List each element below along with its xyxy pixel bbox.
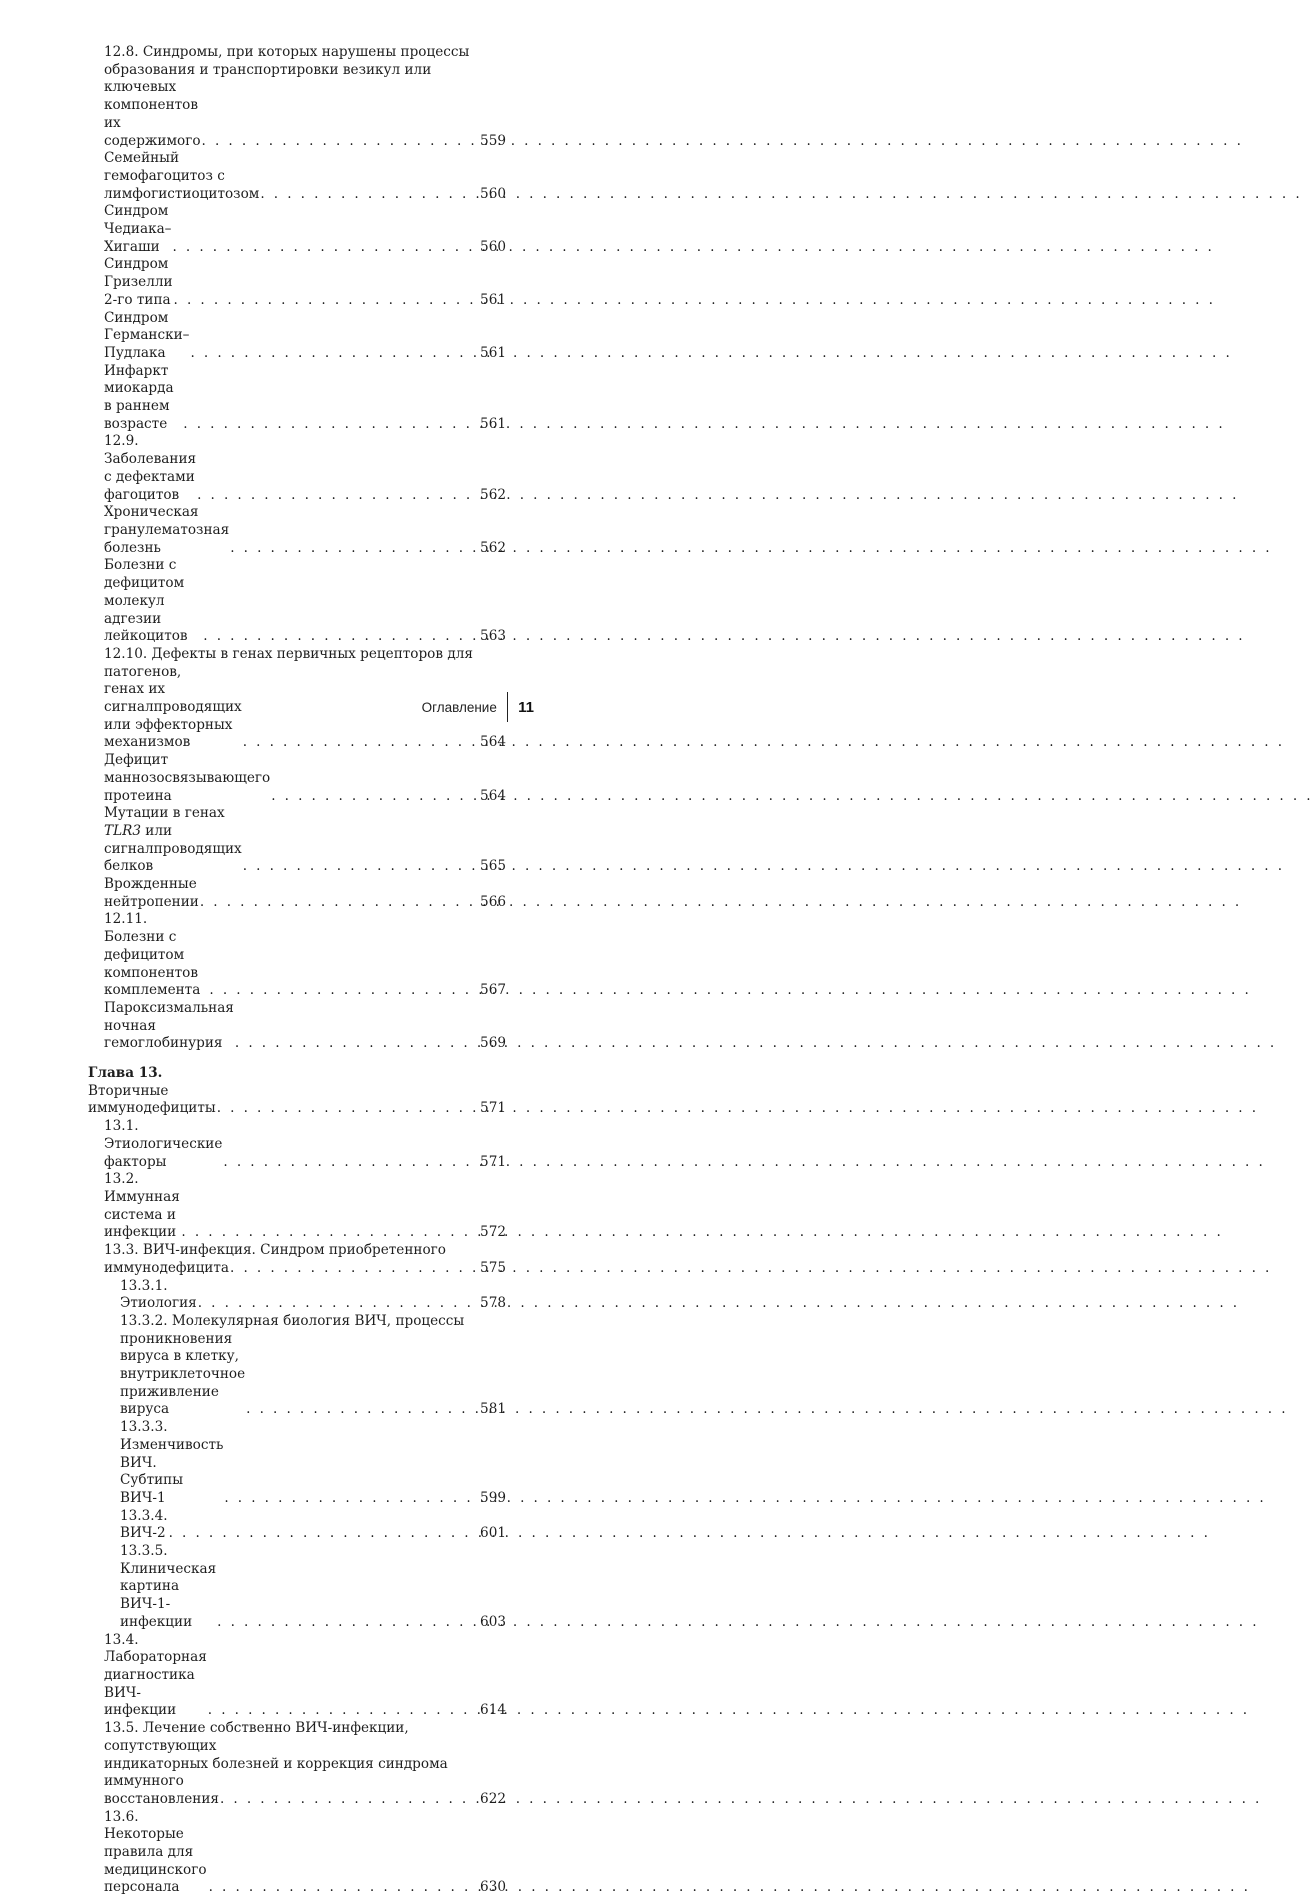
toc-page-number: 561 [480,344,506,361]
dot-leader [169,1525,479,1543]
dot-leader [230,1260,479,1278]
toc-entry-title-line: 13.3.3. Изменчивость ВИЧ. Субтипы ВИЧ-1 [120,1419,224,1506]
toc-entry-title [104,203,171,256]
toc-page-number: 566 [480,893,506,910]
toc-entry-title-line: образования и транспортировки везикул или ключевых [104,61,432,96]
toc-page-number: 565 [480,858,506,875]
dot-leader [200,894,479,912]
toc-entry-title-line: восстановления [104,1790,219,1807]
toc-entry [88,1313,506,1348]
toc-entry-title [104,1000,234,1053]
toc-entry [88,646,506,681]
toc-page-number: 572 [480,1224,506,1241]
footer-divider [507,692,508,722]
toc-page-number: 564 [480,787,506,804]
toc-entry-title [104,557,202,646]
toc-entry-title [120,1348,245,1419]
toc-entry-title [120,1543,216,1632]
toc-entry-title [104,1118,222,1171]
toc-page-number: 603 [480,1613,506,1630]
dot-leader [198,1295,479,1313]
dot-leader [271,788,479,806]
toc-entry [88,1632,506,1721]
toc-entry [88,1260,506,1278]
dot-leader [209,1879,479,1897]
toc-entry [88,1000,506,1053]
toc-entry [88,1278,506,1313]
toc-entry-title [104,1242,446,1260]
toc-entry [88,876,506,911]
toc-entry-title-line: Врожденные нейтропении [104,876,199,910]
dot-leader [202,133,480,151]
toc-entry-title-line: Синдром Чедиака–Хигаши [104,203,172,255]
toc-entry-title [104,97,201,150]
toc-entry [88,433,506,504]
toc-page-number: 564 [480,734,506,751]
toc-entry-title [104,1720,506,1755]
dot-leader [181,1224,479,1242]
running-header-label: Оглавление [421,699,497,715]
toc-entry-title-line: 13.4. Лабораторная диагностика ВИЧ-инфекции [104,1631,207,1719]
dot-leader [230,540,479,558]
page-number: 11 [518,698,534,716]
toc-entry [88,1508,506,1543]
toc-entry-title [120,1313,506,1348]
toc-entry-title-line: Пароксизмальная ночная гемоглобинурия [104,999,234,1052]
toc-chapter-entry [88,1065,506,1118]
dot-leader [208,1702,479,1720]
dot-leader [183,416,479,434]
toc-entry-title-line: индикаторных болезней и коррекция синдрома иммунного [104,1755,448,1790]
toc-entry-title-line: 13.3.4. ВИЧ-2 [120,1507,168,1542]
toc-entry [88,1348,506,1419]
dot-leader [223,1154,479,1172]
toc-page-number: 578 [480,1295,506,1312]
toc-page-number: 571 [480,1100,506,1117]
toc-entry-title-line: Дефицит маннозосвязывающего протеина [104,752,271,804]
toc-entry-title [104,1791,219,1809]
toc-entry [88,363,506,434]
toc-entry-title-line: 13.3.2. Молекулярная биология ВИЧ, процессы проникновения [120,1312,465,1347]
toc-entry-title [104,646,506,681]
toc-entry-title-line: 13.6. Некоторые правила для медицинского персонала [104,1808,207,1896]
toc-entry-title [104,876,199,911]
toc-entry-title [104,433,196,504]
dot-leader [246,1401,479,1419]
toc-page-number: 630 [480,1879,506,1896]
toc-entry-title-line: 13.3. ВИЧ-инфекция. Синдром приобретенного [104,1242,446,1259]
toc-entry [88,150,506,203]
toc-entry-title-line: 13.2. Иммунная система и инфекции [104,1171,180,1241]
toc-entry-title-line: компонентов их содержимого [104,97,201,149]
toc-entry-title [104,681,242,752]
toc-page-number: 581 [480,1401,506,1418]
toc-entry-title [104,150,259,203]
chapter-label: Глава 13. [88,1065,163,1082]
toc-entry-title-line: 12.9. Заболевания с дефектами фагоцитов [104,433,197,503]
toc-page-number: 561 [480,291,506,308]
toc-page-number: 601 [480,1525,506,1542]
dot-leader [209,982,479,1000]
toc-entry-title-line: 12.10. Дефекты в генах первичных рецепторов для патогенов, [104,645,473,680]
toc-entry-title [104,1632,207,1721]
toc-page-number: 561 [480,415,506,432]
toc-entry-title-part: Мутации в генах [104,805,225,822]
dot-leader [260,186,479,204]
toc-entry-title [104,1260,229,1278]
toc-entry [88,310,506,363]
toc-entry [88,1756,506,1791]
toc-entry-title [104,310,189,363]
toc-page-number: 569 [480,1035,506,1052]
toc-entry [88,1543,506,1632]
toc-entry [88,62,506,97]
toc-entry-title-line: 13.3.1. Этиология [120,1277,197,1312]
toc-entry-title-line: 13.5. Лечение собственно ВИЧ-инфекции, сопутствующих [104,1720,409,1754]
toc-entry [88,1809,506,1897]
toc-entry [88,44,506,62]
toc-entry-title-part: или сигналпроводящих белков [104,822,242,875]
toc-entry [88,1720,506,1755]
toc-page-number: 562 [480,539,506,556]
toc-page-number: 560 [480,185,506,202]
toc-entry [88,504,506,557]
page-footer [422,692,534,722]
toc-entry-title [104,911,208,1000]
toc-page-number: 571 [480,1153,506,1170]
toc-entry-title-line: Вторичные иммунодефициты [88,1082,216,1117]
dot-leader [220,1791,479,1809]
toc-entry [88,203,506,256]
toc-entry-title [104,752,270,805]
toc-page-number: 575 [480,1259,506,1276]
toc-entry-title [104,1171,180,1242]
toc-page-number: 562 [480,486,506,503]
toc-page-number: 614 [480,1702,506,1719]
toc-page-number: 563 [480,628,506,645]
toc-entry-title-line: Хроническая гранулематозная болезнь [104,504,230,556]
toc-entry [88,1171,506,1242]
toc-entry-title [120,1278,197,1313]
toc-entry-title-line: Болезни с дефицитом молекул адгезии лейкоцитов [104,557,188,645]
toc-entry-title-line: 12.8. Синдромы, при которых нарушены процессы [104,44,470,60]
toc-entry [88,557,506,646]
dot-leader [243,734,479,752]
toc-entry [88,1118,506,1171]
toc-page-number: 622 [480,1790,506,1807]
toc-entry-title [104,62,506,97]
toc-entry [88,97,506,150]
toc-entry-title [104,256,173,309]
toc-entry [88,1791,506,1809]
toc-entry [88,256,506,309]
dot-leader [217,1614,479,1632]
dot-leader [174,292,480,310]
dot-leader [217,1100,479,1118]
dot-leader [172,239,479,257]
toc-entry-title [120,1508,168,1543]
toc-entry-gene-name: TLR3 [104,822,141,839]
dot-leader [190,345,479,363]
dot-leader [203,628,479,646]
toc-entry-title [104,504,229,557]
table-of-contents [88,44,506,1897]
toc-entry [88,1242,506,1260]
toc-entry [88,1419,506,1508]
toc-entry-title-line: Синдром Гризелли 2-го типа [104,256,173,308]
toc-entry-title-line: Инфаркт миокарда в раннем возрасте [104,362,174,432]
toc-page-number: 560 [480,238,506,255]
dot-leader [235,1035,479,1053]
dot-leader [197,487,479,505]
dot-leader [224,1490,479,1508]
toc-entry-title [104,363,182,434]
toc-entry-title-line: иммунодефицита [104,1259,229,1276]
dot-leader [243,858,479,876]
toc-entry [88,752,506,805]
toc-entry [88,911,506,1000]
toc-page-number: 599 [480,1489,506,1506]
toc-entry-title-line: 13.1. Этиологические факторы [104,1118,223,1170]
toc-page-number: 567 [480,982,506,999]
toc-entry [88,805,506,876]
toc-entry-title [104,1809,208,1897]
toc-entry-title [88,1065,216,1118]
toc-entry-title-line: 13.3.5. Клиническая картина ВИЧ-1-инфекции [120,1543,217,1630]
toc-entry-title-line: Семейный гемофагоцитоз с лимфогистиоцитозом [104,150,260,202]
toc-entry-title [120,1419,223,1508]
toc-page-number: 559 [480,132,506,149]
toc-entry-title [104,44,469,62]
toc-entry-title-line: генах их сигналпроводящих или эффекторных механизмов [104,681,242,751]
toc-entry-title-line: Синдром Германски–Пудлака [104,309,190,361]
toc-entry-title [104,805,242,876]
toc-entry-title-line: 12.11. Болезни с дефицитом компонентов комплемента [104,911,201,999]
toc-entry-title-line: вируса в клетку, внутриклеточное приживление вируса [120,1348,246,1418]
toc-entry-title [104,1756,506,1791]
